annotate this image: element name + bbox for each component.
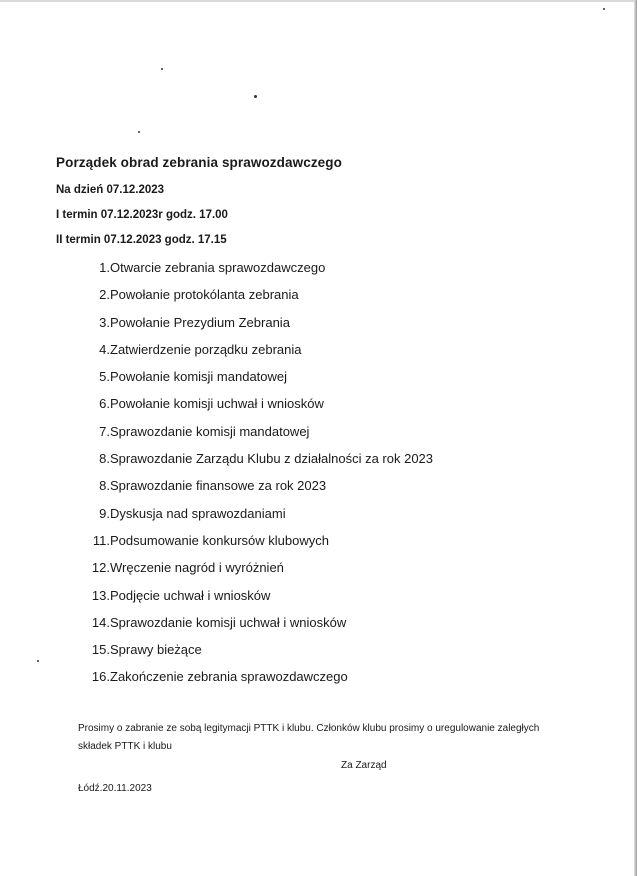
agenda-item-number: 1. bbox=[99, 260, 110, 275]
scan-speck bbox=[138, 131, 140, 133]
agenda-item-number: 8. bbox=[99, 478, 110, 494]
agenda-item-number: 4. bbox=[99, 341, 110, 357]
agenda-item-number: 5. bbox=[99, 369, 110, 385]
agenda-item-text: Powołanie protokólanta zebrania bbox=[110, 287, 299, 303]
agenda-item-number: 9. bbox=[99, 505, 110, 521]
scan-speck bbox=[603, 8, 605, 10]
agenda-item bbox=[0, 367, 433, 394]
agenda-item-number: 16. bbox=[91, 669, 110, 685]
membership-note: Prosimy o zabranie ze sobą legitymacji PTTK i klubu. Członków klubu prosimy o uregulowanie zaległych składek PTTK i klubu bbox=[78, 723, 540, 752]
agenda-item-text: Zatwierdzenie porządku zebrania bbox=[110, 341, 302, 357]
agenda-item-text: Dyskusja nad sprawozdaniami bbox=[110, 505, 286, 521]
agenda-item-text: Podjęcie uchwał i wniosków bbox=[110, 587, 271, 603]
agenda-item-number: 13. bbox=[91, 587, 110, 603]
agenda-item bbox=[0, 504, 433, 531]
agenda-item-number: 14. bbox=[91, 614, 110, 630]
agenda-item-number: 11. bbox=[92, 532, 110, 548]
agenda-item bbox=[0, 531, 433, 558]
agenda-item-text: Sprawy bieżące bbox=[110, 642, 202, 658]
second-term: II termin 07.12.2023 godz. 17.15 bbox=[56, 234, 227, 246]
agenda-item-text: Powołanie Prezydium Zebrania bbox=[110, 314, 290, 330]
agenda-item bbox=[0, 449, 433, 476]
agenda-item-text: Powołanie komisji mandatowej bbox=[110, 369, 288, 385]
agenda-item bbox=[0, 422, 433, 449]
agenda-item bbox=[0, 394, 433, 421]
agenda-item bbox=[0, 586, 433, 613]
agenda-item-text: Otwarcie zebrania sprawozdawczego bbox=[110, 260, 326, 275]
agenda-item-text: Sprawozdanie komisji mandatowej bbox=[110, 423, 310, 439]
agenda-item bbox=[0, 613, 433, 640]
agenda-item bbox=[0, 340, 433, 367]
scan-speck bbox=[161, 68, 163, 70]
agenda-item-text: Wręczenie nagród i wyróżnień bbox=[110, 560, 284, 576]
agenda-item-text: Sprawozdanie finansowe za rok 2023 bbox=[110, 478, 327, 494]
agenda-item-number: 12. bbox=[91, 560, 110, 576]
agenda-item-text: Sprawozdanie Zarządu Klubu z działalności za rok 2023 bbox=[110, 451, 434, 467]
scan-edge-top bbox=[0, 0, 637, 2]
agenda-item-number: 15. bbox=[91, 642, 110, 658]
first-term: I termin 07.12.2023r godz. 17.00 bbox=[56, 209, 228, 221]
agenda-item bbox=[0, 667, 433, 694]
signature: Za Zarząd bbox=[341, 760, 387, 771]
agenda-item-number: 7. bbox=[99, 423, 110, 439]
agenda-item bbox=[0, 313, 433, 340]
agenda-item bbox=[0, 258, 433, 285]
agenda-item-number: 3. bbox=[99, 314, 110, 330]
agenda-item-number: 6. bbox=[99, 396, 110, 412]
place-and-date: Łódź.20.11.2023 bbox=[78, 783, 152, 794]
scan-speck bbox=[254, 95, 257, 98]
agenda-item bbox=[0, 558, 433, 585]
agenda-item bbox=[0, 640, 433, 667]
document-title: Porządek obrad zebrania sprawozdawczego bbox=[56, 155, 342, 170]
agenda-item bbox=[0, 285, 433, 312]
agenda-item-text: Sprawozdanie komisji uchwał i wniosków bbox=[110, 614, 347, 630]
agenda-item-text: Powołanie komisji uchwał i wniosków bbox=[110, 396, 324, 412]
meeting-date: Na dzień 07.12.2023 bbox=[56, 184, 165, 196]
agenda-item-text: Zakończenie zebrania sprawozdawczego bbox=[110, 669, 348, 685]
agenda-item-text: Podsumowanie konkursów klubowych bbox=[110, 532, 329, 548]
agenda-item-number: 2. bbox=[99, 287, 110, 303]
agenda-item bbox=[0, 476, 433, 503]
agenda-item-number: 8. bbox=[99, 451, 110, 467]
agenda-list bbox=[0, 258, 433, 695]
